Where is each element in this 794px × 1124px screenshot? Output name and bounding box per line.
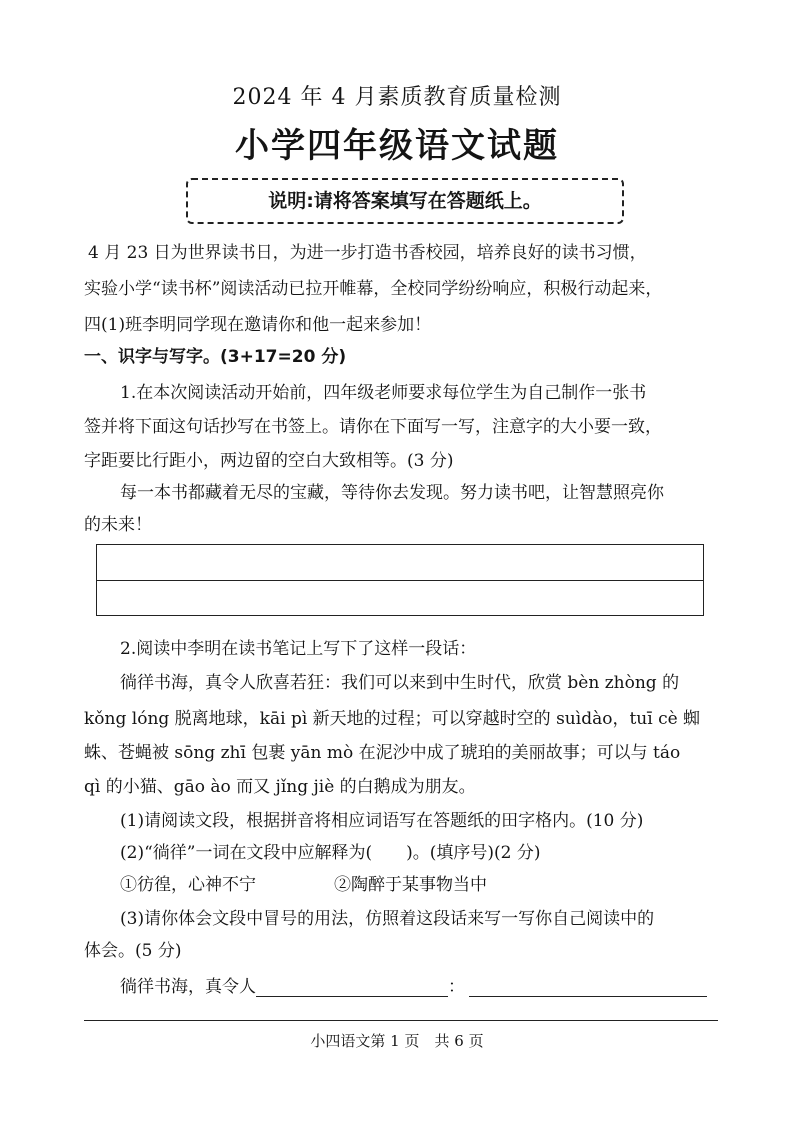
q1-line-3: 字距要比行距小，两边留的空白大致相等。(3 分) [84,451,454,471]
q2-para-line-1: 徜徉书海，真令人欣喜若狂：我们可以来到中生时代，欣赏 bèn zhòng 的 [120,673,680,693]
answer-blank-1[interactable] [256,978,448,997]
q2-sub-1: (1)请阅读文段，根据拼音将相应词语写在答题纸的田字格内。(10 分) [120,811,644,831]
answer-prompt-row [120,972,707,997]
intro-line-2: 实验小学“读书杯”阅读活动已拉开帷幕，全校同学纷纷响应，积极行动起来， [84,279,663,299]
answer-blank-2[interactable] [469,978,707,997]
q2-sub-2: (2)“徜徉”一词在文段中应解释为( )。(填序号)(2 分) [120,843,541,863]
q1-quote-line-1: 每一本书都藏着无尽的宝藏，等待你去发现。努力读书吧，让智慧照亮你 [120,483,664,503]
page-footer: 小四语文第 1 页 共 6 页 [310,1032,484,1050]
answer-prompt: 徜徉书海，真令人 [120,977,256,997]
q1-line-2: 签并将下面这句话抄写在书签上。请你在下面写一写，注意字的大小要一致， [84,417,662,437]
q1-quote-line-2: 的未来！ [84,515,152,535]
q2-intro: 2.阅读中李明在读书笔记上写下了这样一段话： [120,639,477,659]
intro-line-1: 4 月 23 日为世界读书日，为进一步打造书香校园，培养良好的读书习惯， [88,243,647,263]
q2-para-line-3: 蛛、苍蝇被 sōng zhī 包裹 yān mò 在泥沙中成了琥珀的美丽故事；可以与 táo [84,743,681,763]
q2-para-line-4: qì 的小猫、gāo ào 而又 jǐng jiè 的白鹅成为朋友。 [84,777,476,797]
q2-sub-3-line-1: (3)请你体会文段中冒号的用法，仿照着这段话来写一写你自己阅读中的 [120,909,655,929]
instruction-text: 说明:请将答案填写在答题纸上。 [268,190,542,212]
instruction-box [186,178,624,224]
bookmark-writing-box[interactable] [96,544,704,616]
q2-sub-3-line-2: 体会。(5 分) [84,941,182,961]
section-1-heading: 一、识字与写字。(3+17=20 分) [84,347,347,367]
exam-title: 2024 年 4 月素质教育质量检测 [232,85,562,110]
q2-para-line-2: kǒng lóng 脱离地球，kāi pì 新天地的过程；可以穿越时空的 suìdào，tuī cè 蜘 [84,709,701,729]
intro-line-3: 四(1)班李明同学现在邀请你和他一起来参加！ [84,315,432,335]
footer-rule [84,1020,718,1021]
paper-title: 小学四年级语文试题 [235,126,559,166]
q1-line-1: 1.在本次阅读活动开始前，四年级老师要求每位学生为自己制作一张书 [120,383,647,403]
q2-option-1: ①彷徨，心神不宁 [120,875,256,895]
answer-colon: ： [448,977,465,997]
writing-box-divider [97,580,703,581]
q2-option-2: ②陶醉于某事物当中 [334,875,487,895]
